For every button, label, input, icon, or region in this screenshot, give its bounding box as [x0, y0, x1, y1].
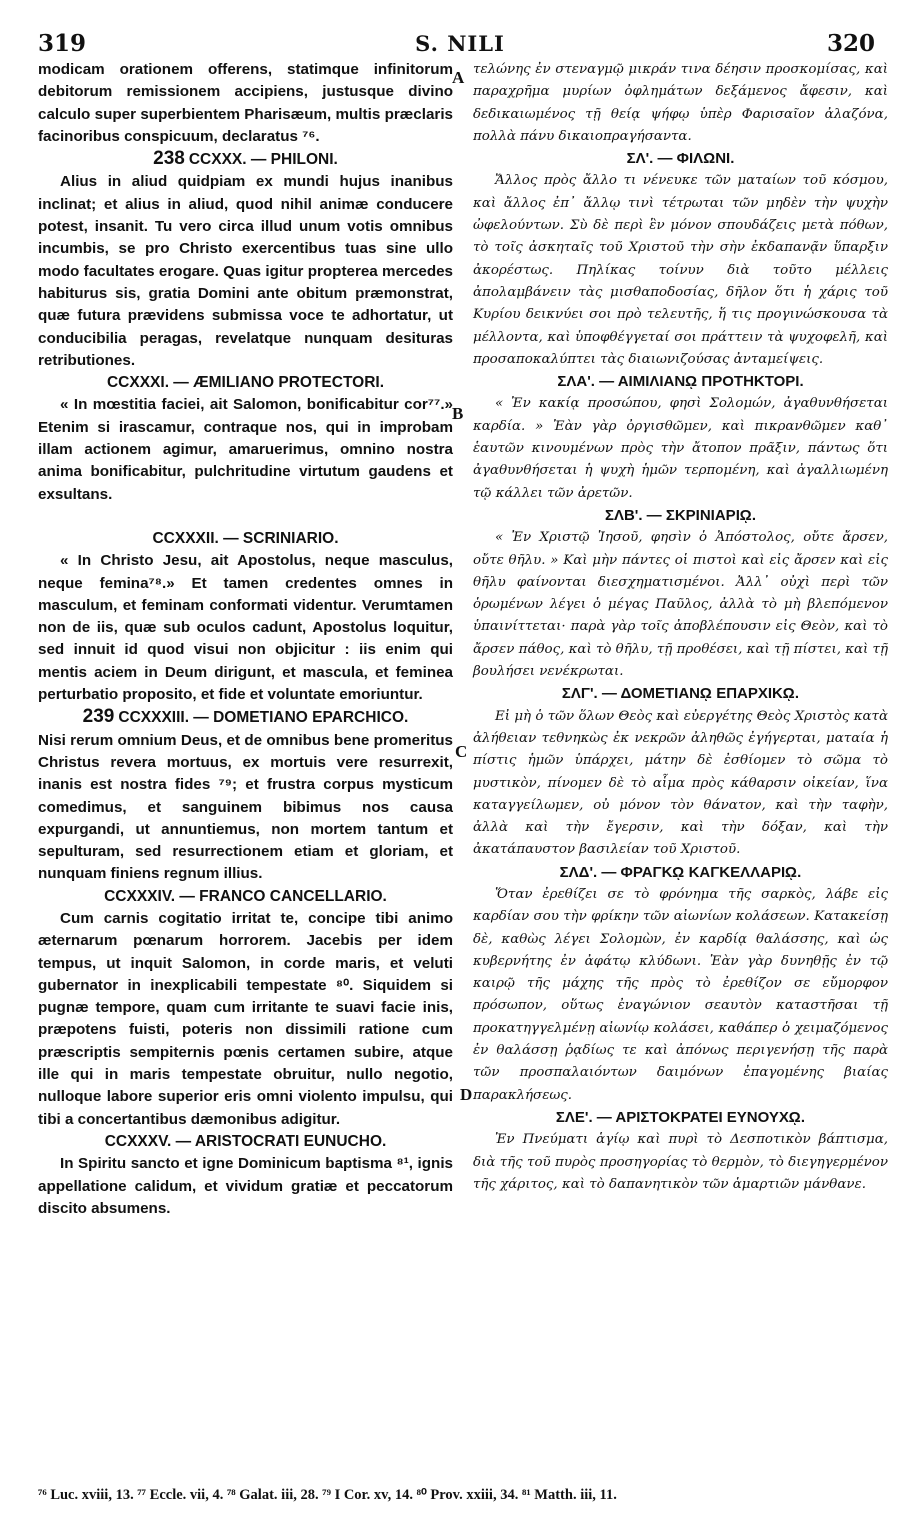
greek-letter-235: Ἐν Πνεύματι ἁγίῳ καὶ πυρὶ τὸ Δεσποτικὸν βάπτισμα, διὰ τῆς τοῦ πυρὸς προσηγορίας τὸ θερμὸν, τὸ διεγηγερμένον τῆς χάριτος, καὶ τὸ δαπανητικὸν τῶν ἁμαρτιῶν μάνθανε. — [473, 1132, 888, 1192]
greek-letter-233: Εἰ μὴ ὁ τῶν ὅλων Θεὸς καὶ εὐεργέτης Θεὸς Χριστὸς κατὰ ἀλήθειαν τεθνηκὼς ἐκ νεκρῶν ἀληθῶς ἐγήγερται, ματαία ἡ πίστις ἡμῶν ὑπάρχει, μάτην δὲ ἐσθίομεν τὸ σῶμα τὸ μυστικὸν, πίνομεν δὲ τὸ αἷμα πρὸς κάθαρσιν οἰκείαν, ἵνα καταγγείλωμεν, οὐ μόνον τὸν θάνατον, καὶ τὴν ταφὴν, ἀλλὰ καὶ τὴν ἔγερσιν, καὶ τὴν δόξαν, καὶ τὴν ἀκατάπαυστον βασιλείαν τοῦ Χριστοῦ. — [473, 708, 888, 858]
greek-heading-233: ΣΛΓ'. — ΔΟΜΕΤΙΑΝῼ ΕΠΑΡΧΙΚῼ. — [561, 685, 800, 703]
greek-heading-232: ΣΛΒ'. — ΣΚΡΙΝΙΑΡΙῼ. — [604, 506, 757, 524]
margin-marker-a: A — [452, 68, 465, 87]
latin-letter-230: Alius in aliud quidpiam ex mundi hujus inanibus inclinat; et alius in aliud, quod nihil animæ conducere potest, insanit. Tu vero circa illud unum votis omnibus incumbis, se pro Christo exercentibus tuas sine ullo modo facultates erogare. Quas igitur propterea mercedes habiturus sis, gratia Domini ante obitum præmonstrat, quæ futura prævidens submissa voce te adhortatur, ut conducibilia peragas, revelatque nunquam desituras retributiones. — [38, 173, 453, 369]
greek-letter-232: « Ἐν Χριστῷ Ἰησοῦ, φησὶν ὁ Ἀπόστολος, οὔτε ἄρσεν, οὔτε θῆλυ. » Καὶ μὴν πάντες οἱ πιστοὶ καὶ εἰς ἄρσεν καὶ εἰς θῆλυ φαίνονται διεσχηματισμένοι. Ἀλλ᾽ οὐχὶ περὶ τῶν ὁρωμένων λέγει ὁ μέγας Παῦλος, ἀλλὰ τὸ μὴ βλεπόμενον ὑπαινίττεται· παρὰ γὰρ τοῖς ἀποβλέπουσιν εἰς Θεὸν, καὶ τὸ ἄρσεν πάθος, καὶ τὸ θῆλυ, τῇ προθέσει, καὶ τῇ πίστει, καὶ τῇ βουλήσει νενέκρωται. — [473, 530, 888, 680]
latin-intro: modicam orationem offerens, statimque infinitorum debitorum remissionem accipiens, justusque divino calculo super superbientem Pharisæum, multis præclaris facinoribus conspicuum, declaratus ⁷⁶. — [38, 61, 453, 145]
margin-marker-c: C — [455, 742, 468, 761]
margin-marker-b: B — [452, 404, 464, 423]
page-number-right: 320 — [826, 30, 875, 57]
page-number-left: 319 — [38, 30, 87, 57]
greek-heading-231: ΣΛΑ'. — ΑΙΜΙΛΙΑΝῼ ΠΡΟΤΗΚΤΟΡΙ. — [557, 373, 804, 391]
latin-heading-231: CCXXXI. — ÆMILIANO PROTECTORI. — [106, 374, 384, 392]
latin-heading-233: 239 CCXXXIII. — DOMETIANO EPARCHICO. — [82, 706, 409, 728]
greek-heading-230: ΣΛ'. — ΦΙΛΩΝΙ. — [626, 150, 735, 168]
latin-heading-230: 238 CCXXX. — PHILONI. — [153, 148, 338, 170]
latin-letter-235: In Spiritu sancto et igne Dominicum baptisma ⁸¹, ignis appellatione calidum, et vividum gratiæ et peccatorum discito absumens. — [38, 1155, 453, 1217]
latin-heading-235: CCXXXV. — ARISTOCRATI EUNUCHO. — [104, 1132, 387, 1150]
page-header — [0, 30, 920, 60]
latin-letter-233: Nisi rerum omnium Deus, et de omnibus bene promeritus Christus revera mortuus, ex mortuis vere resurrexit, inanis est nostra fides ⁷⁹; et frustra corpus mysticum comedimus, et sanguinem bibimus nos causa expurgandi, ut annuntiemus, non mortem tantum et sepulturam, sed resurrectionem etiam et gloriam, et nunquam finiens regnum illius. — [38, 731, 453, 883]
column-number: 239 — [82, 706, 115, 728]
running-title: S. NILI — [415, 31, 505, 56]
margin-marker-d: D — [460, 1085, 473, 1104]
greek-heading-235: ΣΛΕ'. — ΑΡΙΣΤΟΚΡΑΤΕΙ ΕΥΝΟΥΧῼ. — [555, 1108, 806, 1126]
latin-heading-232: CCXXXII. — SCRINIARIO. — [152, 529, 339, 547]
latin-heading-234: CCXXXIV. — FRANCO CANCELLARIO. — [104, 887, 387, 905]
greek-letter-230: Ἄλλος πρὸς ἄλλο τι νένευκε τῶν ματαίων τοῦ κόσμου, καὶ ἄλλος ἐπ᾽ ἄλλῳ τινὶ τέτρωται τῶν μηδὲν τὴν ψυχὴν ὠφελούντων. Σὺ δὲ περὶ ἓν μόνον σπουδάζεις μετὰ πόθων, τὸ τοῖς ἀσκηταῖς τοῦ Χριστοῦ τὴν σὴν ἐκδαπανᾷν ὕπαρξιν ἀκορέστως. Πηλίκας τοίνυν διὰ τοῦτο μέλλεις ἀπολαμβάνειν τὰς μισθαποδοσίας, δῆλον ὅτι ἡ χάρις τοῦ Κυρίου δεικνύει σοι πρὸ τελευτῆς, ἥ τις προγινώσκουσα τὰ μέλλοντα, καὶ ὑποφθέγγεταί σοι πράττειν τὰ ψυχοφελῆ, καὶ προσαποκαλύπτει τὰς διαιωνιζούσας ἀνταμείψεις. — [473, 173, 888, 367]
latin-letter-234: Cum carnis cogitatio irritat te, concipe tibi animo æternarum pœnarum horrorem. Jacebis per idem tempus, ut inquit Salomon, in corde maris, et veluti gubernator in inexplicabili tempestate ⁸⁰. Siquidem si pugnæ tempore, quam cum irritante te suavi facie inis, præpotens fuisti, poteris non dissimili ratione cum præscriptis sempiternis pœnis certamen subire, atque ille qui in maris tempestate obruitur, nullo negotio, nulloque labore superior eris omni violento impulsu, qui tibi a concertantibus dæmonibus adigitur. — [38, 909, 453, 1128]
column-number: 238 — [153, 148, 185, 170]
footnotes: ⁷⁶ Luc. xviii, 13. ⁷⁷ Eccle. vii, 4. ⁷⁸ Galat. iii, 28. ⁷⁹ I Cor. xv, 14. ⁸⁰ Prov. xxiii, 34. ⁸¹ Matth. iii, 11. — [38, 1487, 617, 1503]
greek-column — [473, 59, 888, 1196]
greek-intro: τελώνης ἐν στεναγμῷ μικράν τινα δέησιν προσκομίσας, καὶ παραχρῆμα μυρίων ὀφλημάτων δεξάμενος ἄφεσιν, καὶ δεδικαιωμένος τῇ θείᾳ ψήφῳ ὑπὲρ Φαρισαῖον ἀλαζόνα, πολλὰ πάνυ δικαιοπραγήσαντα. — [473, 62, 888, 144]
latin-letter-232: « In Christo Jesu, ait Apostolus, neque masculus, neque femina⁷⁸.» Et tamen credentes omnes in masculum, et feminam conformati videntur. Verumtamen non de iis, quæ sub oculos cadunt, Apostolus loquitur, sed innuit id quod visui non objicitur : iis enim qui mentis aciem in Deum dirigunt, et mascula, et feminea perturbatio proposito, et fide et voluntate emoriuntur. — [38, 552, 453, 704]
greek-letter-231: « Ἐν κακίᾳ προσώπου, φησὶ Σολομών, ἀγαθυνθήσεται καρδία. » Ἐὰν γὰρ ὀργισθῶμεν, καὶ πικρανθῶμεν καθ᾽ ἑαυτῶν κινουμένων πρὸς τὴν ἄτοπον πρᾶξιν, πάντως ὅτι ἀγαθυνθήσεται ἡ ψυχὴ ἡμῶν τερπομένη, καὶ ἀγαλλιωμένη τῷ κάλλει τῶν ἀρετῶν. — [473, 396, 888, 501]
greek-letter-234: Ὅταν ἐρεθίζει σε τὸ φρόνημα τῆς σαρκὸς, λάβε εἰς καρδίαν σου τὴν φρίκην τῶν αἰωνίων κολάσεων. Κατακείσῃ δὲ, καθὼς λέγει Σολομὼν, ἐν καρδίᾳ θαλάσσης, καὶ ὡς κυβερνήτης ἐν ἀφάτῳ κλύδωνι. Ἐὰν γὰρ δυνηθῇς ἐν τῷ καιρῷ τῆς μάχης τῆς πρὸς τὸ ἐρεθίζον σε εὔμορφον πρόσωπον, οὕτως ἐναγώνιον σεαυτὸν καταστῆσαι τῇ προκατηγγελμένῃ αἰωνίῳ κολάσει, καθάπερ ὁ χειμαζόμενος ἐν θαλάσσῃ ῥᾳδίως τε καὶ ἀπόνως περιγενήσῃ τῆς παρὰ τῶν προσπαλαιόντων δαιμόνων ἐπαγομένης βιαίας παρακλήσεως. — [473, 886, 888, 1103]
latin-letter-231: « In mœstitia faciei, ait Salomon, bonificabitur cor⁷⁷.» Etenim si irascamur, contraque nos, qui in improbam illam actionem agimur, amaruerimus, omnino nostra anima bonificabitur, pulchritudine virtutum gaudens et exsultans. — [38, 396, 453, 503]
greek-heading-234: ΣΛΔ'. — ΦΡΑΓΚῼ ΚΑΓΚΕΛΛΑΡΙῼ. — [559, 863, 802, 881]
latin-column — [38, 59, 453, 1220]
